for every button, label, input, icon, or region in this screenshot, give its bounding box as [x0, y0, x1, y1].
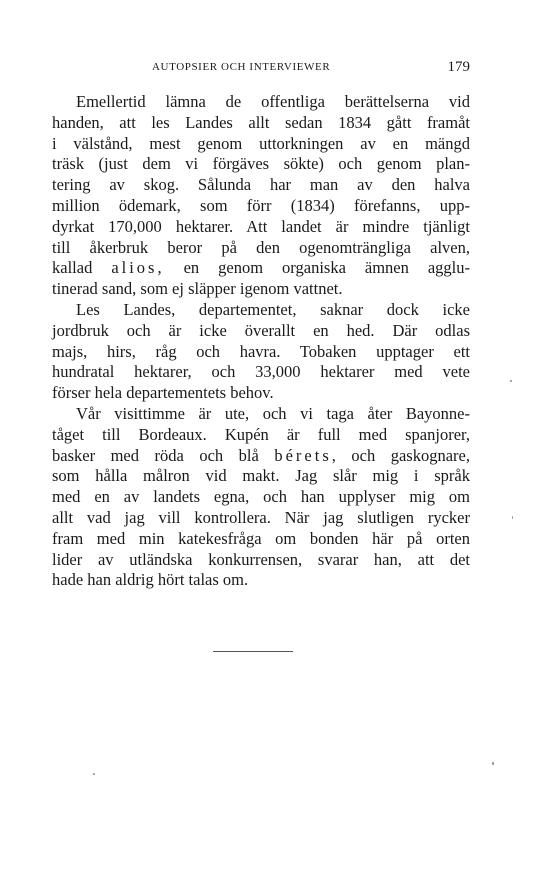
text-line: förser hela departementets behov.	[52, 383, 274, 403]
text-line: hundratal hektarer, och 33,000 hektarer med vete	[52, 362, 470, 382]
emphasized-word: bérets	[274, 445, 332, 465]
text-line: allt vad jag vill kontrollera. När jag slutligen rycker	[52, 507, 470, 527]
text-line: med en av landets egna, och han upplyser mig om	[52, 487, 470, 507]
emphasized-word: alios,	[111, 258, 165, 278]
text-line: Les Landes, departementet, saknar dock icke	[76, 299, 470, 319]
text-line: handen, att les Landes allt sedan 1834 gått framåt	[52, 112, 470, 132]
print-speck	[512, 516, 513, 519]
running-head	[52, 61, 472, 79]
text-fragment: , och gaskognare,	[331, 445, 470, 465]
text-line: tåget till Bordeaux. Kupén är full med spanjorer,	[52, 424, 470, 444]
page-number: 179	[447, 59, 470, 75]
text-fragment: basker med röda och blå	[52, 445, 259, 465]
text-line: lider av utländska konkurrensen, svarar han, att det	[52, 549, 470, 569]
print-speck	[510, 380, 512, 382]
text-line: Vår visittimme är ute, och vi taga åter Bayonne-	[76, 403, 470, 423]
text-line: million ödemark, som förr (1834) förefanns, upp-	[52, 195, 470, 215]
text-fragment: kallad	[52, 258, 93, 278]
text-fragment: en genom organiska ämnen agglu-	[183, 258, 470, 278]
text-line: jordbruk och är icke överallt en hed. Där odlas	[52, 320, 470, 340]
text-line: fram med min katekesfråga om bonden här på orten	[52, 528, 470, 548]
body-text	[52, 92, 470, 591]
text-line-with-emphasis	[52, 258, 470, 279]
text-line: träsk (just dem vi förgäves sökte) och genom plan-	[52, 154, 470, 174]
text-line-with-emphasis	[52, 446, 470, 467]
text-line: dyrkat 170,000 hektarer. Att landet är mindre tjänligt	[52, 216, 470, 236]
text-line: Emellertid lämna de offentliga berättelserna vid	[76, 92, 470, 111]
print-speck	[93, 773, 95, 775]
text-line: som hålla målron vid makt. Jag slår mig i språk	[52, 466, 470, 486]
text-line: tinerad sand, som ej släpper igenom vattnet.	[52, 279, 343, 299]
print-speck	[492, 762, 494, 765]
text-line: hade han aldrig hört talas om.	[52, 570, 249, 590]
text-line: tering av skog. Sålunda har man av den halva	[52, 175, 470, 195]
text-line: i välstånd, mest genom uttorkningen av en mängd	[52, 133, 470, 153]
text-line: till åkerbruk beror på den ogenomträngliga alven,	[52, 237, 470, 257]
section-divider	[213, 651, 293, 652]
running-title: AUTOPSIER OCH INTERVIEWER	[152, 61, 331, 73]
text-line: majs, hirs, råg och havra. Tobaken upptager ett	[52, 341, 470, 361]
